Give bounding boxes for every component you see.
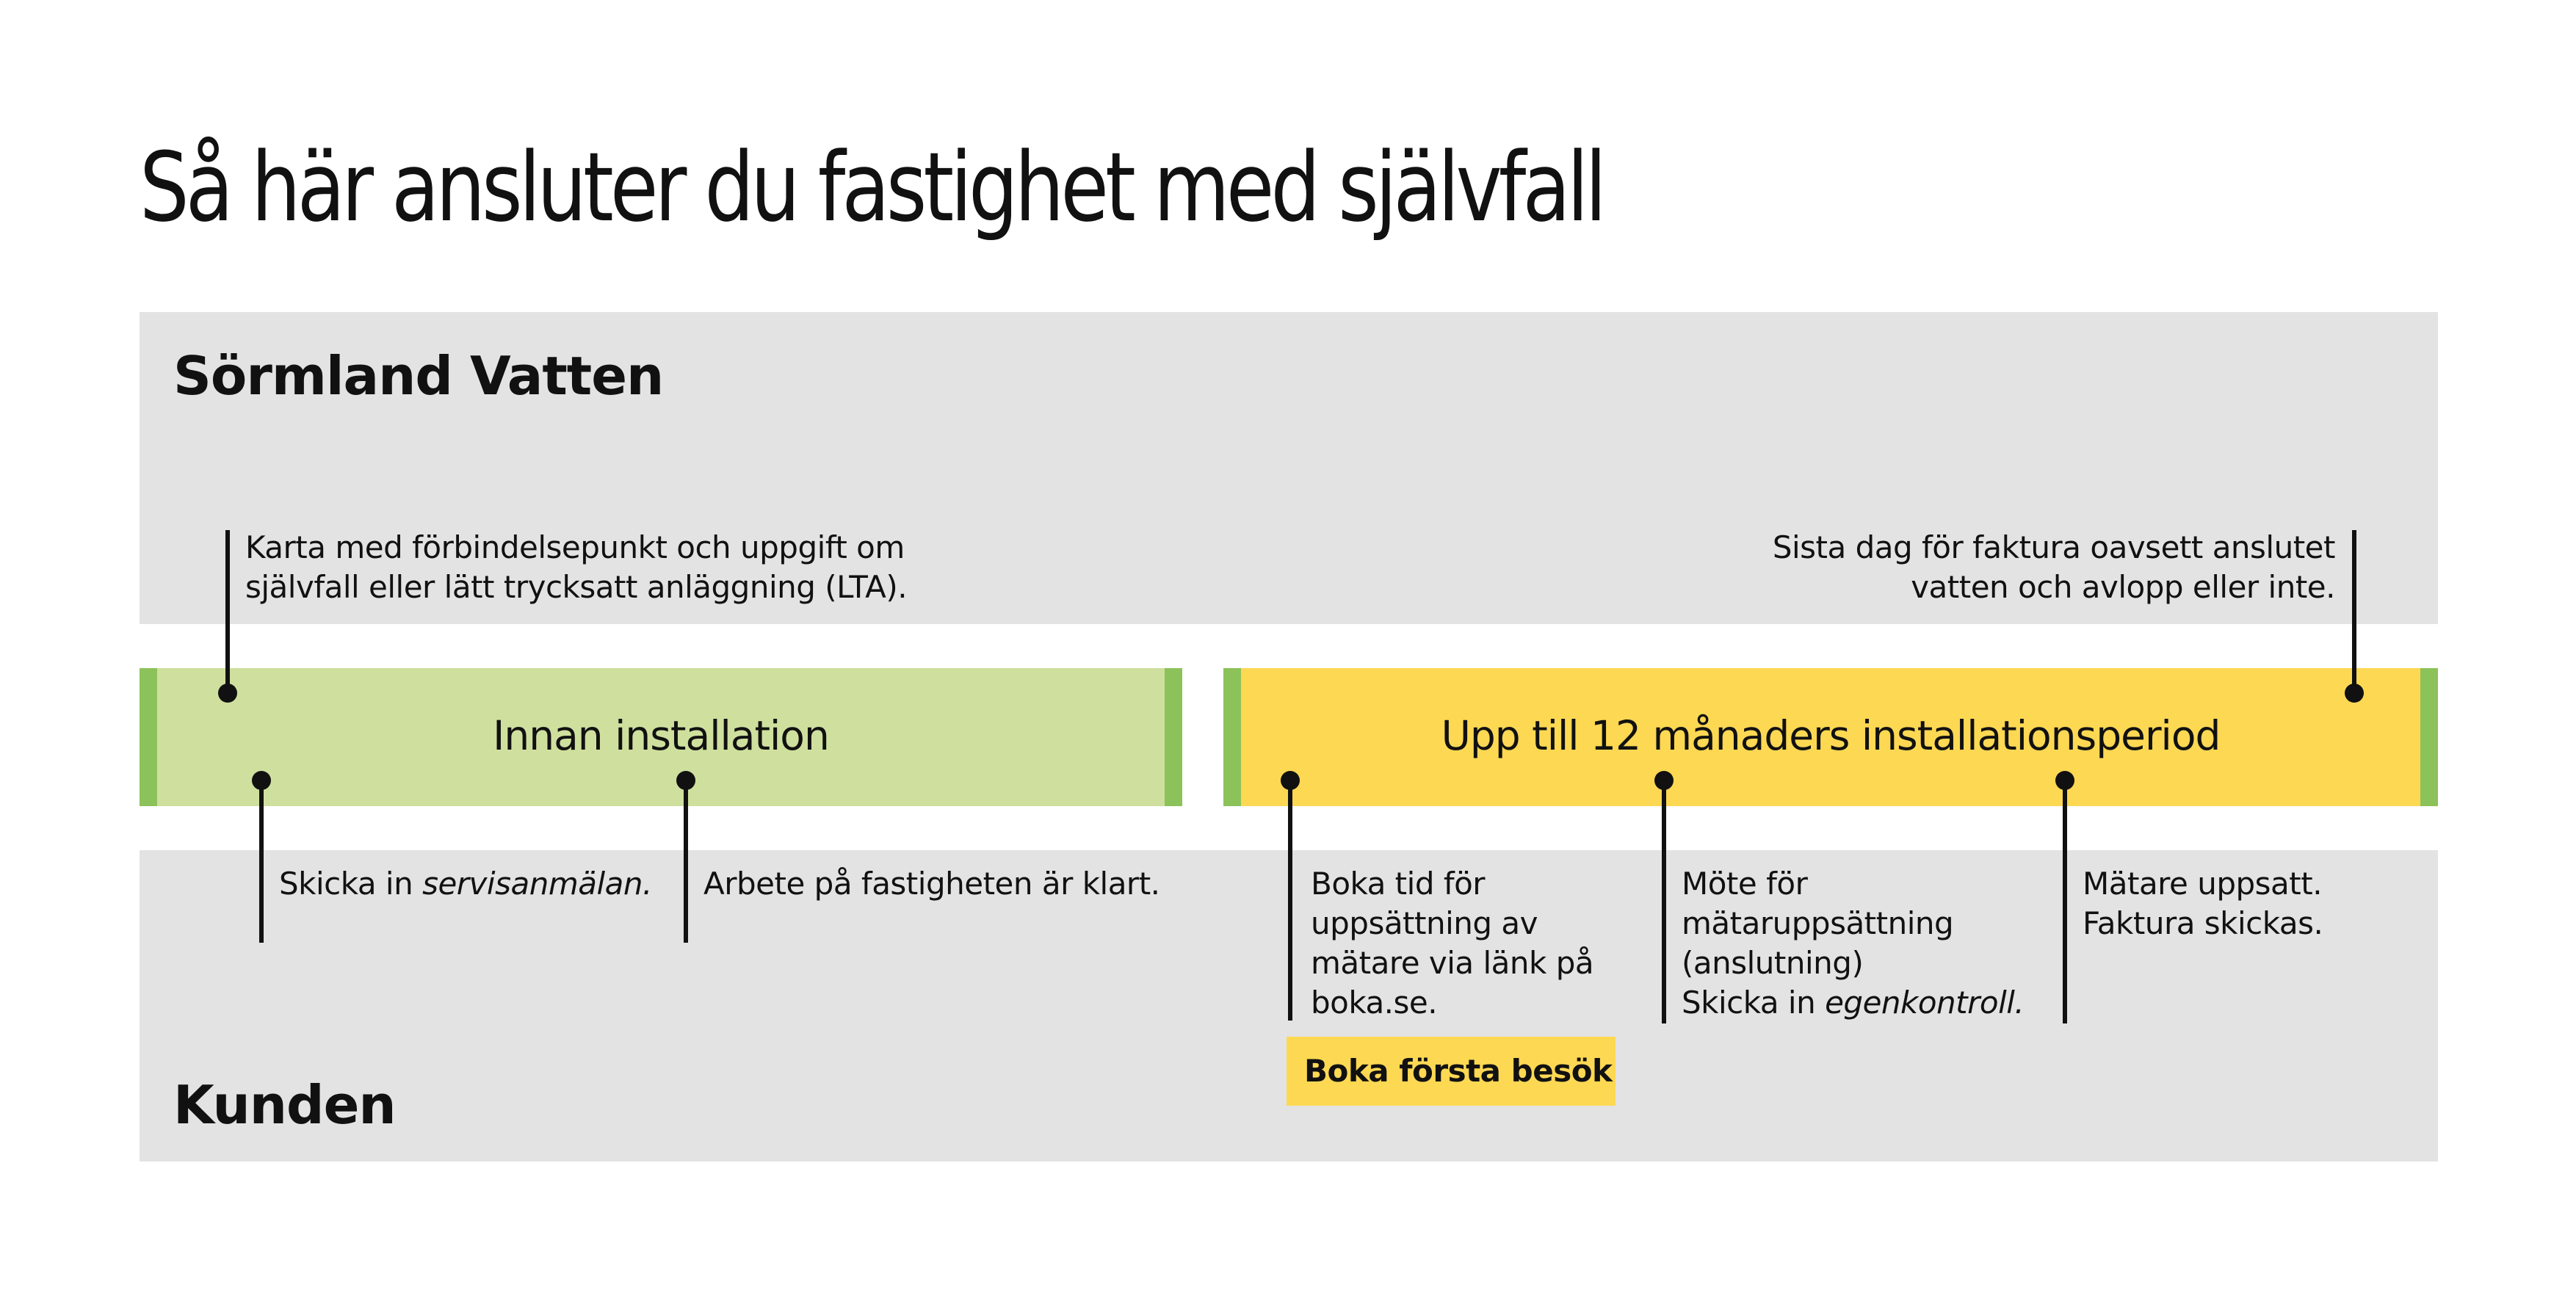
- note-last-invoice-date: [1773, 528, 2335, 607]
- phase-label-installation-period: Upp till 12 månaders installationsperiod: [1441, 712, 2221, 759]
- egenkontroll-link-text: egenkontroll.: [1825, 985, 2025, 1021]
- note-line: mätare via länk på: [1311, 945, 1594, 981]
- note-text: Skicka in: [1682, 985, 1826, 1021]
- milestone-line: [1662, 780, 1666, 1023]
- book-first-visit-button[interactable]: Boka första besök: [1287, 1037, 1616, 1106]
- note-meter-setup-meeting: [1682, 864, 2024, 1023]
- note-line: uppsättning av: [1311, 905, 1538, 941]
- note-line: Boka tid för: [1311, 866, 1486, 902]
- note-line: Faktura skickas.: [2083, 905, 2323, 941]
- panel-label-sormland-vatten: Sörmland Vatten: [173, 345, 664, 407]
- milestone-line: [259, 780, 264, 943]
- note-map-connection-point: [245, 528, 907, 607]
- note-send-service-request: [279, 864, 652, 904]
- servisanmalan-link-text: servisanmälan.: [422, 866, 652, 902]
- note-line: (anslutning): [1682, 945, 1864, 981]
- milestone-dot: [2345, 684, 2364, 703]
- milestone-line: [2063, 780, 2067, 1023]
- page-title: Så här ansluter du fastighet med självfall: [140, 131, 1604, 243]
- note-text: Skicka in: [279, 866, 423, 902]
- note-property-work-done: [703, 864, 1160, 904]
- milestone-line: [684, 780, 688, 943]
- note-line: vatten och avlopp eller inte.: [1911, 569, 2335, 605]
- milestone-line: [225, 530, 230, 693]
- phase-label-before-installation: Innan installation: [493, 712, 829, 759]
- note-line: självfall eller lätt trycksatt anläggning (LTA).: [245, 569, 908, 605]
- milestone-line: [1288, 780, 1292, 1021]
- phase-before-installation: [140, 668, 1182, 806]
- milestone-dot: [218, 684, 237, 703]
- note-book-meter-installation: [1311, 864, 1593, 1023]
- note-meter-installed: [2083, 864, 2323, 943]
- panel-label-kunden: Kunden: [173, 1074, 396, 1136]
- note-line: Mätare uppsatt.: [2083, 866, 2323, 902]
- phase-installation-period: [1223, 668, 2438, 806]
- note-line: Karta med förbindelsepunkt och uppgift om: [245, 529, 905, 565]
- note-line: mätaruppsättning: [1682, 905, 1954, 941]
- milestone-line: [2352, 530, 2356, 693]
- note-line: Arbete på fastigheten är klart.: [703, 866, 1160, 902]
- note-line: Sista dag för faktura oavsett anslutet: [1772, 529, 2335, 565]
- note-line: boka.se.: [1311, 985, 1438, 1021]
- note-line: Möte för: [1682, 866, 1808, 902]
